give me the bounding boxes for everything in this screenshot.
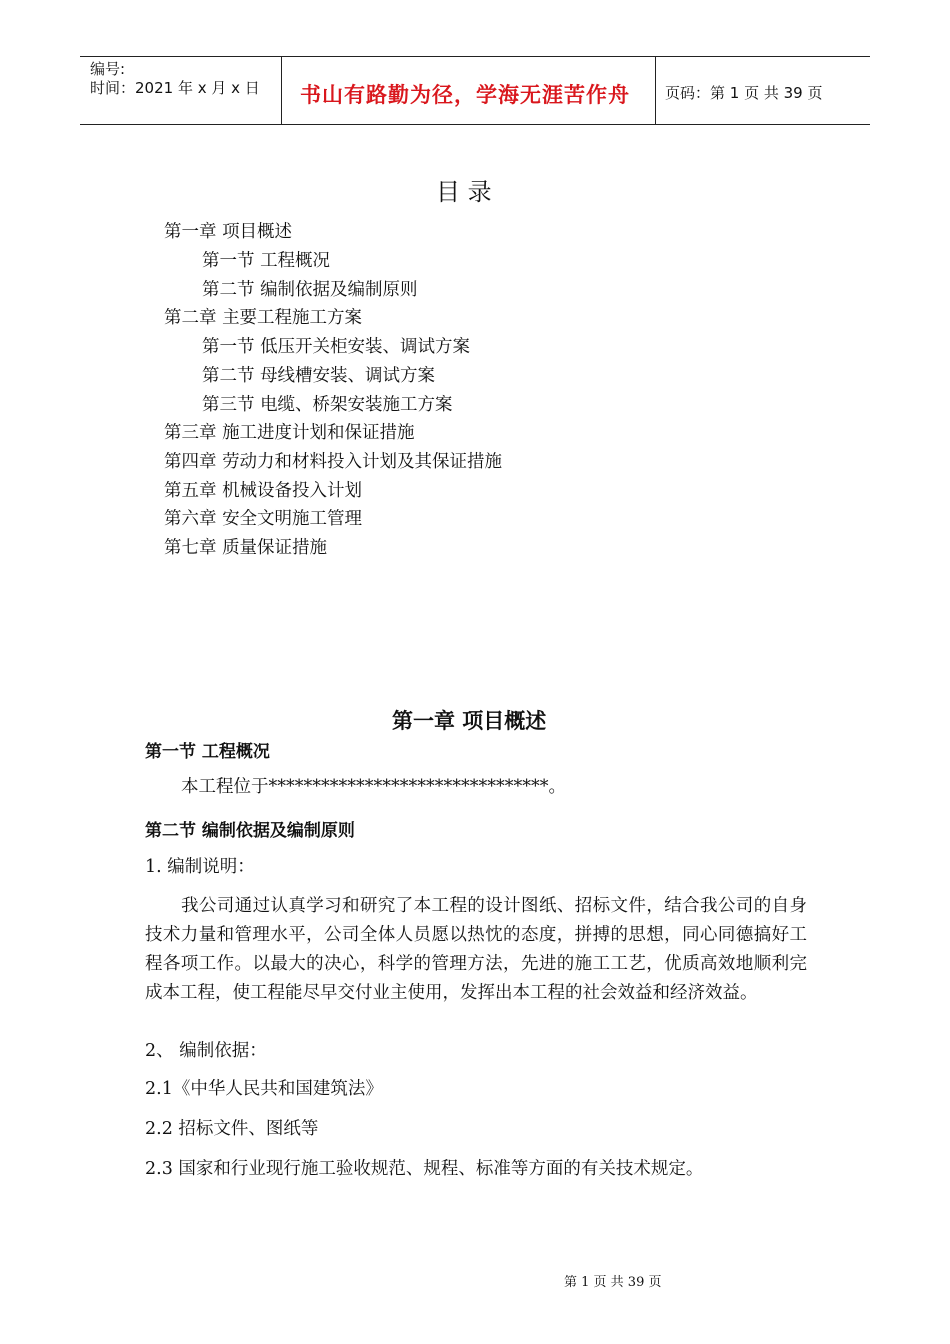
header-motto: 书山有路勤为径，学海无涯苦作舟 <box>300 83 630 107</box>
header-divider-1 <box>281 56 282 124</box>
toc-item[interactable]: 第二节 母线槽安装、调试方案 <box>202 366 436 386</box>
toc-item[interactable]: 第三节 电缆、桥架安装施工方案 <box>202 395 453 415</box>
toc-item[interactable]: 第五章 机械设备投入计划 <box>164 481 363 501</box>
item-heading: 1. 编制说明： <box>145 857 255 877</box>
basis-item: 2.2 招标文件、图纸等 <box>145 1119 319 1139</box>
header-divider-2 <box>655 56 656 124</box>
page-footer: 第 1 页 共 39 页 <box>564 1275 662 1290</box>
toc-item[interactable]: 第二章 主要工程施工方案 <box>164 308 363 328</box>
header-bottom-border <box>80 124 870 125</box>
header-page-info: 页码：第 1 页 共 39 页 <box>665 84 823 102</box>
toc-item[interactable]: 第六章 安全文明施工管理 <box>164 509 363 529</box>
header-number-label: 编号: <box>90 60 126 78</box>
item-heading: 2、 编制依据： <box>145 1041 267 1061</box>
toc-item[interactable]: 第三章 施工进度计划和保证措施 <box>164 423 415 443</box>
toc-title: 目 录 <box>436 178 492 206</box>
toc-item[interactable]: 第二节 编制依据及编制原则 <box>202 280 418 300</box>
section-title: 第二节 编制依据及编制原则 <box>145 821 355 841</box>
basis-item: 2.1《中华人民共和国建筑法》 <box>145 1079 383 1099</box>
chapter-title: 第一章 项目概述 <box>392 709 547 733</box>
section-title: 第一节 工程概况 <box>145 742 270 762</box>
basis-item: 2.3 国家和行业现行施工验收规范、规程、标准等方面的有关技术规定。 <box>145 1159 704 1179</box>
toc-item[interactable]: 第七章 质量保证措施 <box>164 538 328 558</box>
toc-item[interactable]: 第一节 工程概况 <box>202 251 331 271</box>
header-time-label: 时间：2021 年 x 月 x 日 <box>90 79 260 97</box>
toc-item[interactable]: 第一节 低压开关柜安装、调试方案 <box>202 337 471 357</box>
toc-item[interactable]: 第四章 劳动力和材料投入计划及其保证措施 <box>164 452 503 472</box>
body-paragraph: 我公司通过认真学习和研究了本工程的设计图纸、招标文件，结合我公司的自身技术力量和管理水平，公司全体人员愿以热忱的态度，拼搏的思想，同心同德搞好工程各项工作。以最大的决心，科学的管理方法，先进的施工工艺，优质高效地顺利完成本工程，使工程能尽早交付业主使用，发挥出本工程的社会效益和经济效益。 <box>145 896 807 1003</box>
header-top-border <box>80 56 870 57</box>
section-text: 本工程位于********************************。 <box>181 777 566 797</box>
toc-item[interactable]: 第一章 项目概述 <box>164 222 293 242</box>
